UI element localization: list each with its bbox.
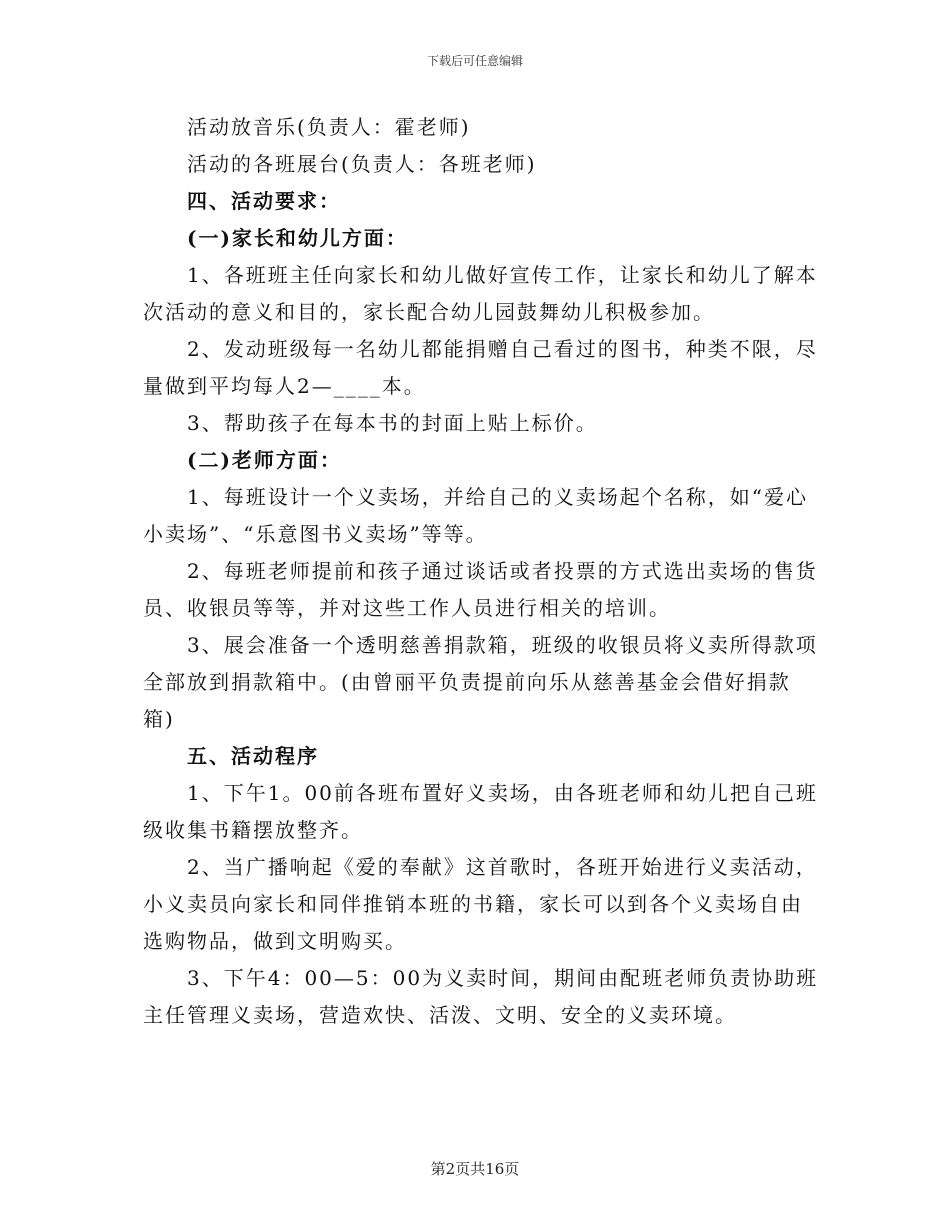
document-body: [143, 109, 819, 1034]
text-line: 量做到平均每人2—____本。: [143, 374, 426, 398]
subsection-heading: (一)家长和幼儿方面：: [187, 226, 408, 250]
section-heading: 五、活动程序: [187, 744, 319, 768]
text-line: 2、发动班级每一名幼儿都能捐赠自己看过的图书，种类不限，尽: [187, 337, 818, 361]
text-line: 主任管理义卖场，营造欢快、活泼、文明、安全的义卖环境。: [143, 1003, 737, 1027]
text-line: 3、下午4：00—5：00为义卖时间，期间由配班老师负责协助班: [187, 966, 819, 990]
page-header: 下载后可任意编辑: [426, 54, 523, 68]
text-line: 3、展会准备一个透明慈善捐款箱，班级的收银员将义卖所得款项: [187, 633, 818, 657]
text-line: 2、每班老师提前和孩子通过谈话或者投票的方式选出卖场的售货: [187, 559, 818, 583]
section-heading: 四、活动要求：: [187, 189, 341, 213]
text-line: 2、当广播响起《爱的奉献》这首歌时，各班开始进行义卖活动，: [187, 855, 818, 879]
text-line: 1、下午1。00前各班布置好义卖场，由各班老师和幼儿把自己班: [187, 781, 818, 805]
text-line: 小义卖员向家长和同伴推销本班的书籍，家长可以到各个义卖场自由: [143, 892, 803, 916]
text-line: 次活动的意义和目的，家长配合幼儿园鼓舞幼儿积极参加。: [143, 300, 715, 324]
text-line: 选购物品，做到文明购买。: [143, 929, 407, 953]
text-line: 全部放到捐款箱中。(由曾丽平负责提前向乐从慈善基金会借好捐款: [143, 670, 791, 694]
text-line: 箱): [143, 707, 175, 731]
text-line: 员、收银员等等，并对这些工作人员进行相关的培训。: [143, 596, 671, 620]
text-line: 活动放音乐(负责人：霍老师): [187, 115, 471, 139]
subsection-heading: (二)老师方面：: [187, 448, 342, 472]
text-line: 级收集书籍摆放整齐。: [143, 818, 363, 842]
text-line: 3、帮助孩子在每本书的封面上贴上标价。: [187, 411, 598, 435]
text-line: 1、每班设计一个义卖场，并给自己的义卖场起个名称，如“爱心: [187, 485, 808, 509]
text-line: 1、各班班主任向家长和幼儿做好宣传工作，让家长和幼儿了解本: [187, 263, 818, 287]
page-footer: 第2页共16页: [430, 1160, 520, 1178]
text-line: 活动的各班展台(负责人：各班老师): [187, 152, 537, 176]
text-line: 小卖场”、“乐意图书义卖场”等等。: [143, 522, 488, 546]
